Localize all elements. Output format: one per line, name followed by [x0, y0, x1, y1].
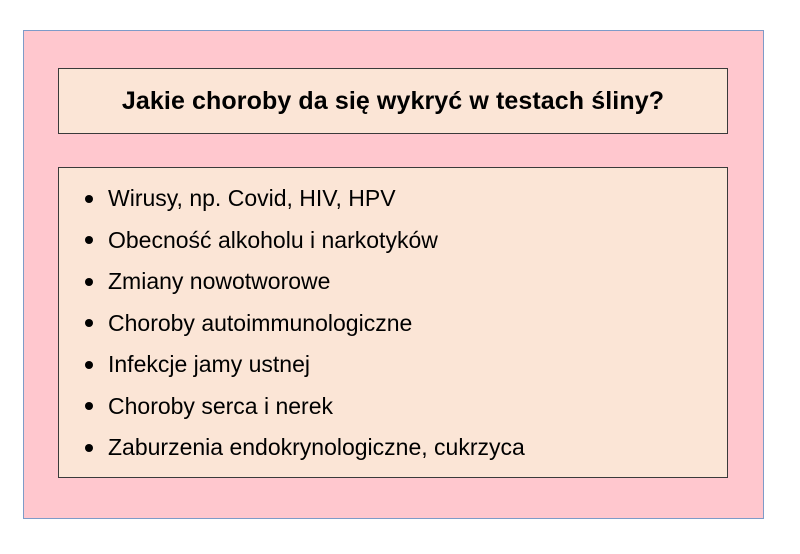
bullet-icon	[85, 444, 93, 452]
bullet-icon	[85, 361, 93, 369]
list-item	[59, 261, 727, 303]
disease-list	[59, 168, 727, 469]
list-item-text: Zmiany nowotworowe	[108, 268, 331, 295]
list-item	[59, 303, 727, 345]
list-item	[59, 386, 727, 428]
list-item-text: Obecność alkoholu i narkotyków	[108, 226, 438, 253]
bullet-icon	[85, 236, 93, 244]
bullet-icon	[85, 319, 93, 327]
list-item-text: Choroby autoimmunologiczne	[108, 309, 413, 336]
bullet-icon	[85, 402, 93, 410]
list-item-text: Infekcje jamy ustnej	[108, 351, 310, 378]
list-item-text: Wirusy, np. Covid, HIV, HPV	[108, 185, 396, 212]
bullet-icon	[85, 278, 93, 286]
bullet-icon	[85, 195, 93, 203]
list-item-text: Zaburzenia endokrynologiczne, cukrzyca	[108, 434, 525, 461]
list-box	[58, 167, 728, 478]
list-item	[59, 178, 727, 220]
list-item-text: Choroby serca i nerek	[108, 392, 333, 419]
list-item	[59, 220, 727, 262]
page-title: Jakie choroby da się wykryć w testach śliny?	[121, 86, 665, 115]
title-box	[58, 68, 728, 134]
list-item	[59, 344, 727, 386]
list-item	[59, 427, 727, 469]
